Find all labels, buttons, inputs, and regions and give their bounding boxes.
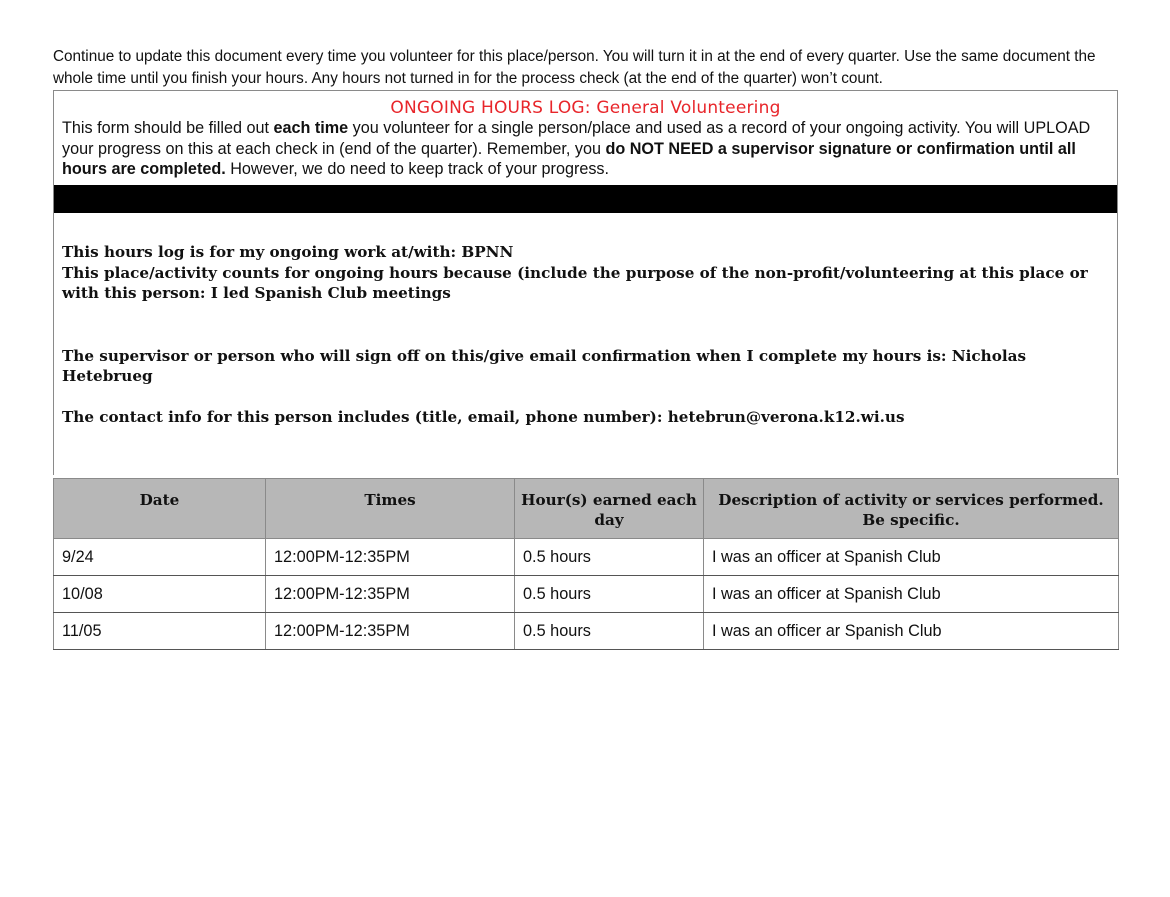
instructions-bold-signature: do NOT NEED a supervisor signature or confirmation until all hours are completed. xyxy=(62,139,1076,178)
header-date: Date xyxy=(54,479,266,539)
header-description: Description of activity or services performed. Be specific. xyxy=(704,479,1119,539)
table-row xyxy=(54,576,1119,613)
cell-date: 10/08 xyxy=(54,576,266,613)
hours-log-form xyxy=(53,90,1118,475)
info-supervisor: The supervisor or person who will sign off on this/give email confirmation when I complete my hours is: Nicholas Hetebrueg xyxy=(62,346,1027,385)
instructions-bold-each-time: each time xyxy=(273,119,349,137)
header-hours: Hour(s) earned each day xyxy=(515,479,704,539)
cell-times: 12:00PM-12:35PM xyxy=(266,539,515,576)
info-purpose: This place/activity counts for ongoing hours because (include the purpose of the non-profit/volunteering at this place or with this person: I led Spanish Club meetings xyxy=(62,263,1088,302)
cell-description: I was an officer at Spanish Club xyxy=(704,576,1119,613)
cell-times: 12:00PM-12:35PM xyxy=(266,613,515,650)
table-row xyxy=(54,539,1119,576)
hours-table xyxy=(53,478,1119,650)
cell-hours: 0.5 hours xyxy=(515,576,704,613)
cell-description: I was an officer at Spanish Club xyxy=(704,539,1119,576)
cell-hours: 0.5 hours xyxy=(515,539,704,576)
cell-description: I was an officer ar Spanish Club xyxy=(704,613,1119,650)
cell-hours: 0.5 hours xyxy=(515,613,704,650)
form-title: ONGOING HOURS LOG: General Volunteering xyxy=(390,98,781,118)
cell-date: 9/24 xyxy=(54,539,266,576)
intro-paragraph: Continue to update this document every time you volunteer for this place/person. You will turn it in at the end of every quarter. Use the same document the whole time until you finish your hours. Any hours not turned in for the process check (at the end of the quarter) won’t count. xyxy=(53,48,1096,87)
cell-date: 11/05 xyxy=(54,613,266,650)
instructions-text-3: However, we do need to keep track of your progress. xyxy=(225,160,610,178)
form-instructions xyxy=(62,118,1109,180)
instructions-text-2: you volunteer for a single person/place and used as a record of your ongoing activity. You will UPLOAD your progress on this at each check in (end of the quarter). Remember, you xyxy=(62,119,1091,158)
table-row xyxy=(54,613,1119,650)
info-section xyxy=(54,213,1117,475)
instructions-text-1: This form should be filled out xyxy=(62,119,274,137)
header-times: Times xyxy=(266,479,515,539)
black-divider-bar xyxy=(54,185,1117,213)
cell-times: 12:00PM-12:35PM xyxy=(266,576,515,613)
info-contact: The contact info for this person includes (title, email, phone number): hetebrun@verona.k12.wi.us xyxy=(62,407,905,426)
form-header xyxy=(54,91,1117,178)
info-ongoing-work: This hours log is for my ongoing work at/with: BPNN xyxy=(62,243,514,261)
table-header-row xyxy=(54,479,1119,539)
